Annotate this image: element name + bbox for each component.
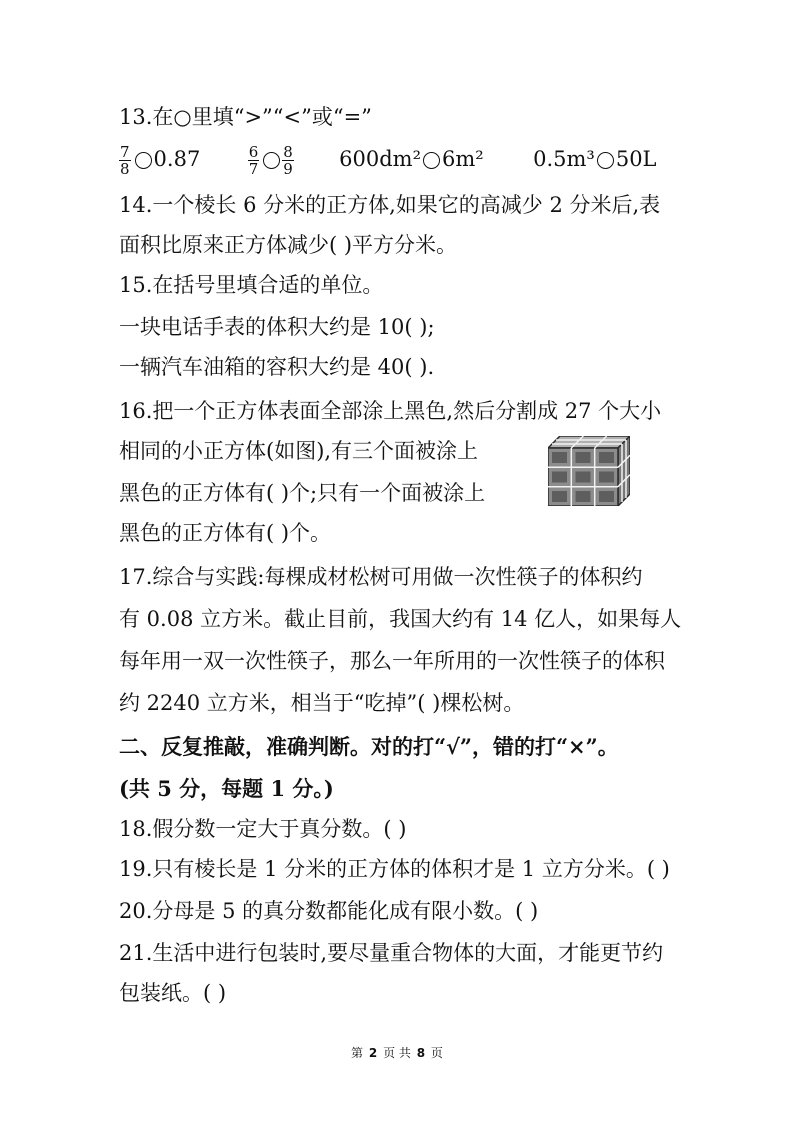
q17-line1: 17.综合与实践:每棵成材松树可用做一次性筷子的体积约: [119, 565, 643, 589]
compare-circle-2[interactable]: [263, 152, 280, 169]
fraction-7-8: $\frac{7}{8}$: [120, 143, 130, 178]
q16-line4: 黑色的正方体有( )个。: [119, 521, 332, 545]
fraction-6-7: $\frac{6}{7}$: [248, 143, 259, 178]
q18: 18.假分数一定大于真分数。( ): [119, 817, 407, 841]
compare-circle-3[interactable]: [423, 152, 440, 169]
q17-line4: 约 2240 立方米，相当于“吃掉”( )棵松树。: [119, 691, 525, 715]
cube-3x3x3-icon: [548, 436, 630, 506]
q16-line2: 相同的小正方体(如图),有三个面被涂上: [119, 439, 479, 463]
page-number: 2: [368, 1046, 378, 1060]
page-footer: 第 2 页 共 8 页: [351, 1046, 443, 1060]
q14-line2: 面积比原来正方体减少( )平方分米。: [119, 233, 458, 257]
q17-line3: 每年用一双一次性筷子，那么一年所用的一次性筷子的体积: [119, 649, 665, 673]
section2-heading: 二、反复推敲，准确判断。对的打“√”，错的打“×”。: [119, 734, 619, 759]
q20: 20.分母是 5 的真分数都能化成有限小数。( ): [119, 899, 539, 923]
q21-line2: 包装纸。( ): [119, 981, 227, 1005]
q16-line3: 黑色的正方体有( )个;只有一个面被涂上: [119, 481, 486, 505]
page-total: 8: [416, 1046, 426, 1060]
q21-line1: 21.生活中进行包装时,要尽量重合物体的大面，才能更节约: [119, 941, 664, 965]
compare-circle-1[interactable]: [135, 152, 152, 169]
q19: 19.只有棱长是 1 分米的正方体的体积才是 1 立方分米。( ): [119, 857, 670, 881]
q15-line2: 一辆汽车油箱的容积大约是 40( ).: [119, 355, 435, 379]
section2-note: (共 5 分，每题 1 分。): [119, 776, 334, 801]
q15-title: 15.在括号里填合适的单位。: [119, 273, 384, 297]
q17-line2: 有 0.08 立方米。截止目前，我国大约有 14 亿人，如果每人: [119, 607, 682, 631]
q15-line1: 一块电话手表的体积大约是 10( );: [119, 315, 435, 339]
fraction-8-9: $\frac{8}{9}$: [283, 143, 293, 178]
compare-circle-4[interactable]: [597, 152, 614, 169]
q13-items: $\frac{7}{8}$ 0.87 $\frac{6}{7}$ $\frac{8}{9}$ 600dm² 6m² 0.5m³ 50L: [120, 143, 657, 178]
q13-title: 13.在○里填“>”“<”或“=”: [119, 105, 372, 129]
q16-line1: 16.把一个正方体表面全部涂上黑色,然后分割成 27 个大小: [119, 399, 662, 423]
q14-line1: 14.一个棱长 6 分米的正方体,如果它的高减少 2 分米后,表: [119, 193, 661, 217]
